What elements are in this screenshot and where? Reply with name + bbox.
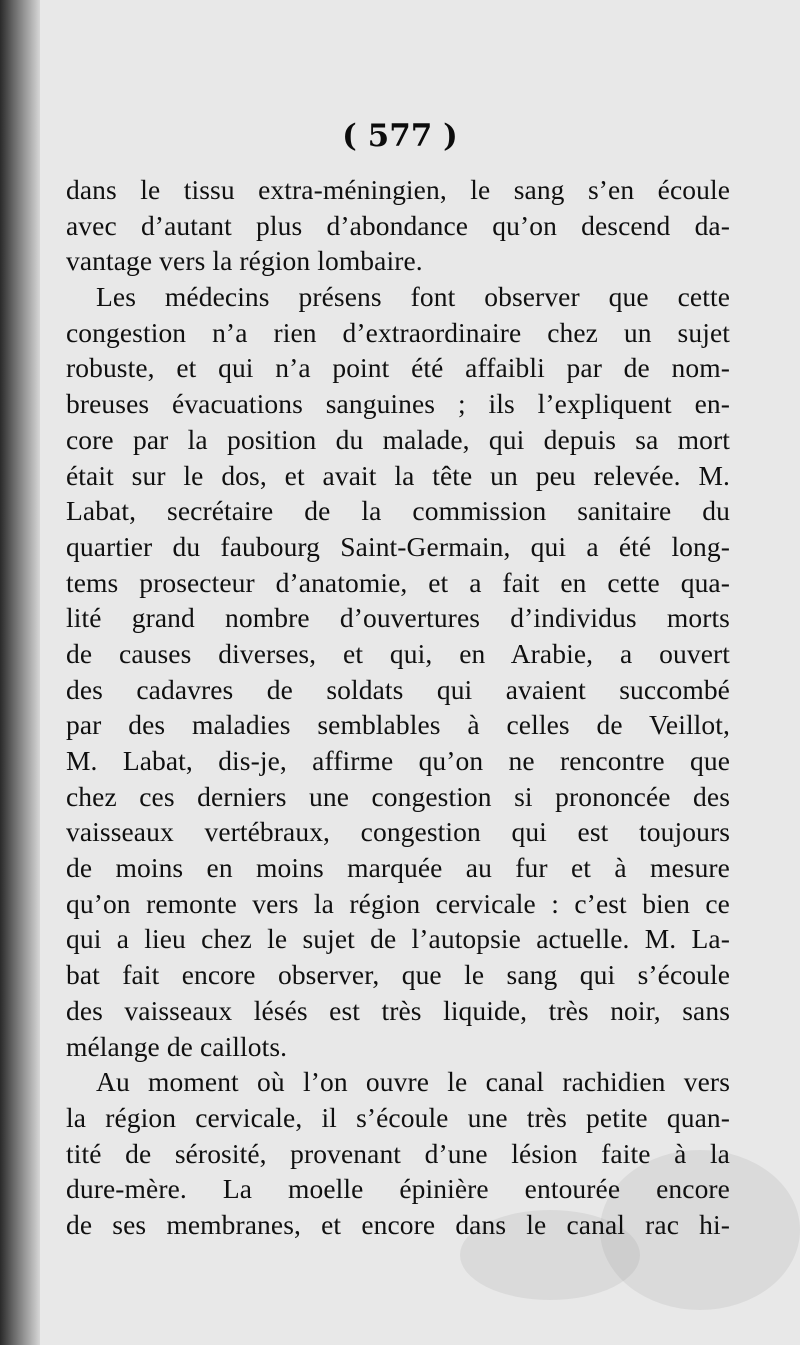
text-line: qui a lieu chez le sujet de l’autopsie actuelle. M. La- xyxy=(66,923,730,955)
text-line: M. Labat, dis-je, affirme qu’on ne rencontre que xyxy=(66,745,730,776)
text-line: Au moment où l’on ouvre le canal rachidien vers xyxy=(96,1066,730,1098)
text-line: était sur le dos, et avait la tête un peu relevée. M. xyxy=(66,459,730,491)
text-line: vaisseaux vertébraux, congestion qui est toujours xyxy=(66,816,730,848)
text-line: par des maladies semblables à celles de Veillot, xyxy=(66,709,730,741)
text-line: bat fait encore observer, que le sang qui s’écoule xyxy=(66,959,730,991)
page-number: ( 577 ) xyxy=(342,118,458,154)
text-line: tems prosecteur d’anatomie, et a fait en cette qua- xyxy=(66,566,730,598)
text-line: Les médecins présens font observer que cette xyxy=(96,281,730,313)
text-line: robuste, et qui n’a point été affaibli par de nom- xyxy=(66,352,730,384)
text-line: de causes diverses, et qui, en Arabie, a ouvert xyxy=(66,637,730,669)
text-line: des cadavres de soldats qui avaient succombé xyxy=(66,673,730,705)
text-line: dans le tissu extra-méningien, le sang s’en écoule xyxy=(66,174,730,205)
text-line: la région cervicale, il s’écoule une très petite quan- xyxy=(66,1101,730,1133)
text-line: de moins en moins marquée au fur et à mesure xyxy=(66,852,730,884)
text-line: core par la position du malade, qui depuis sa mort xyxy=(66,423,730,455)
text-line: Labat, secrétaire de la commission sanitaire du xyxy=(66,495,730,527)
text-line: tité de sérosité, provenant d’une lésion faite à la xyxy=(66,1137,730,1169)
text-line: lité grand nombre d’ouvertures d’individus morts xyxy=(66,602,730,634)
text-line: congestion n’a rien d’extraordinaire chez un sujet xyxy=(66,316,730,348)
text-line: mélange de caillots. xyxy=(66,1030,288,1062)
text-line: qu’on remonte vers la région cervicale : c’est bien ce xyxy=(66,887,730,919)
text-line: de ses membranes, et encore dans le canal rac hi- xyxy=(66,1208,730,1240)
text-line: vantage vers la région lombaire. xyxy=(66,245,423,277)
body-text xyxy=(66,172,730,1243)
text-line: avec d’autant plus d’abondance qu’on descend da- xyxy=(66,209,730,241)
text-line: breuses évacuations sanguines ; ils l’expliquent en- xyxy=(66,388,730,420)
text-line: quartier du faubourg Saint-Germain, qui a été long- xyxy=(66,530,730,562)
text-line: chez ces derniers une congestion si prononcée des xyxy=(66,780,730,812)
text-line: dure-mère. La moelle épinière entourée encore xyxy=(66,1173,730,1205)
text-line: des vaisseaux lésés est très liquide, très noir, sans xyxy=(66,994,730,1026)
